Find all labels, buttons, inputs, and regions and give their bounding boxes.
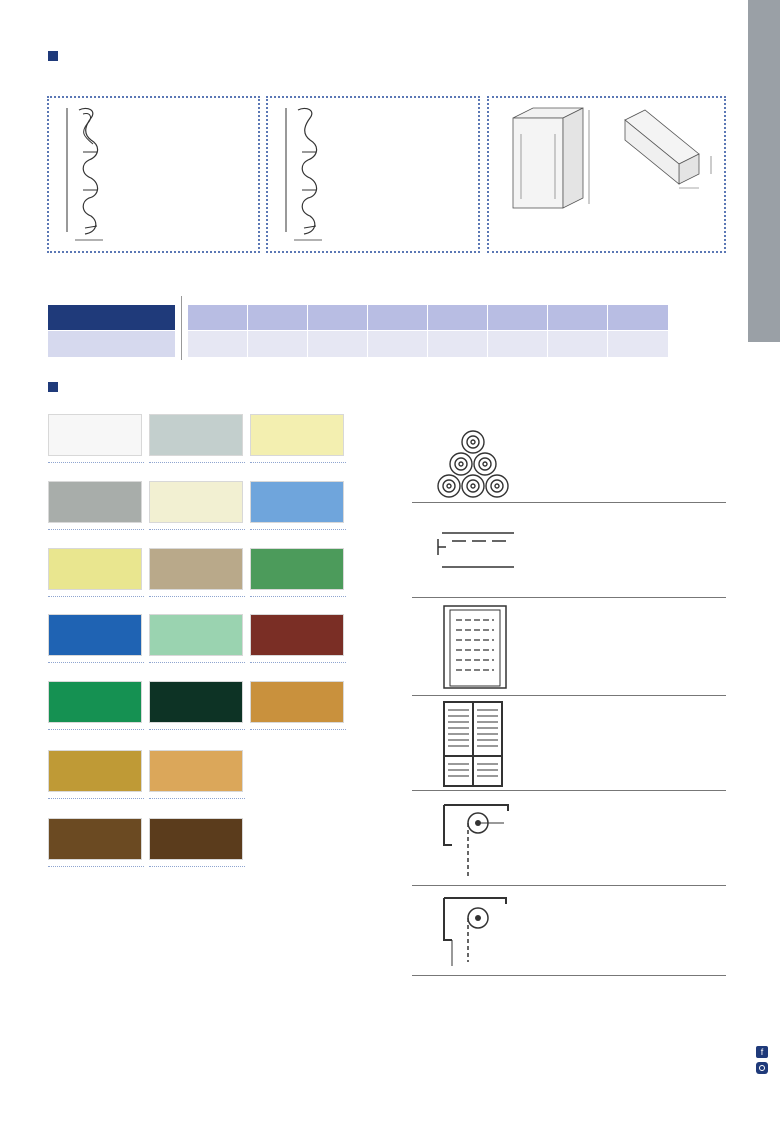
- swatch-color: [250, 681, 344, 723]
- height-cell: [488, 305, 548, 330]
- color-swatch: [48, 750, 144, 799]
- rule-divider: [412, 885, 726, 886]
- height-cell: [608, 305, 668, 330]
- side-contact: [754, 760, 776, 1080]
- color-swatch: [250, 414, 346, 463]
- swatch-underline: [149, 659, 245, 663]
- swatch-underline: [250, 526, 346, 530]
- projecting-frame-icon: [442, 604, 508, 690]
- reinforcement-icon: [434, 527, 522, 577]
- profile-50p-drawing: [57, 104, 117, 249]
- swatch-underline: [48, 726, 144, 730]
- diameter-cell: [548, 331, 608, 357]
- colori-title: [48, 378, 66, 393]
- roller-distance-icon: [438, 797, 548, 881]
- color-swatch: [149, 481, 245, 530]
- rule-row: [420, 600, 726, 694]
- rule-row: [420, 793, 726, 885]
- swatch-underline: [149, 459, 245, 463]
- tav55m-drawing: [503, 104, 603, 214]
- product-card-accessories: [487, 96, 726, 253]
- swatch-underline: [149, 526, 245, 530]
- side-label: [744, 145, 780, 340]
- color-swatch: [250, 614, 346, 663]
- heights-row: [188, 305, 668, 330]
- swatch-underline: [250, 659, 346, 663]
- swatch-color: [149, 818, 243, 860]
- table-divider: [181, 296, 182, 360]
- rule-divider: [412, 502, 726, 503]
- swatch-color: [250, 548, 344, 590]
- product-card-tipo-50m: [266, 96, 480, 253]
- swatch-color: [48, 750, 142, 792]
- swatch-underline: [48, 459, 144, 463]
- swatch-color: [48, 818, 142, 860]
- swatch-color: [48, 614, 142, 656]
- diameter-cell: [188, 331, 248, 357]
- rule-divider: [412, 597, 726, 598]
- swatch-underline: [149, 593, 245, 597]
- profile-50m-drawing: [276, 104, 336, 249]
- color-swatch: [149, 750, 245, 799]
- swatch-color: [149, 481, 243, 523]
- swatch-underline: [48, 863, 144, 867]
- swatch-color: [48, 681, 142, 723]
- spacing-icon: [438, 890, 538, 974]
- rule-row: [420, 888, 726, 976]
- diameter-cell: [608, 331, 668, 357]
- swatch-color: [250, 614, 344, 656]
- swatch-color: [48, 548, 142, 590]
- height-cell: [548, 305, 608, 330]
- color-swatch: [48, 681, 144, 730]
- swatch-underline: [250, 459, 346, 463]
- swatch-color: [250, 414, 344, 456]
- double-glass-icon: [442, 700, 504, 788]
- swatch-color: [149, 614, 243, 656]
- profilo-row-label: [48, 331, 175, 357]
- swatch-underline: [149, 863, 245, 867]
- height-cell: [308, 305, 368, 330]
- color-swatch: [250, 481, 346, 530]
- color-swatch: [48, 818, 144, 867]
- rule-row: [420, 505, 726, 597]
- swatch-color: [149, 750, 243, 792]
- swatch-color: [149, 414, 243, 456]
- color-swatch: [149, 681, 245, 730]
- color-swatch: [149, 614, 245, 663]
- color-swatch: [250, 548, 346, 597]
- swatch-color: [149, 681, 243, 723]
- swatch-color: [48, 414, 142, 456]
- swatch-underline: [250, 593, 346, 597]
- facebook-icon[interactable]: f: [756, 1046, 768, 1058]
- diameter-cell: [248, 331, 308, 357]
- color-swatch: [250, 681, 346, 730]
- swatch-color: [250, 481, 344, 523]
- swatch-underline: [149, 726, 245, 730]
- swatch-underline: [48, 795, 144, 799]
- page-title: [48, 45, 66, 65]
- swatch-underline: [149, 795, 245, 799]
- color-swatch: [48, 481, 144, 530]
- color-swatch: [149, 548, 245, 597]
- rule-divider: [412, 975, 726, 976]
- colori-square-icon: [48, 382, 58, 392]
- swatch-underline: [250, 726, 346, 730]
- stacked-rolls-icon: [432, 428, 514, 500]
- diameter-cell: [308, 331, 368, 357]
- swatch-color: [48, 481, 142, 523]
- color-swatch: [48, 414, 144, 463]
- swatch-grid: [48, 414, 348, 944]
- diameters-row: [188, 331, 668, 357]
- instagram-icon[interactable]: [756, 1062, 768, 1074]
- height-cell: [248, 305, 308, 330]
- height-cell: [368, 305, 428, 330]
- diameter-cell: [368, 331, 428, 357]
- diameter-cell: [488, 331, 548, 357]
- color-swatch: [149, 414, 245, 463]
- color-swatch: [48, 614, 144, 663]
- rule-row: [420, 420, 726, 502]
- color-swatch: [48, 548, 144, 597]
- profilo-header: [48, 305, 175, 330]
- rule-divider: [412, 790, 726, 791]
- swatch-underline: [48, 593, 144, 597]
- rmz-drawing: [615, 104, 725, 194]
- height-cell: [188, 305, 248, 330]
- swatch-underline: [48, 659, 144, 663]
- rule-row: [420, 698, 726, 790]
- title-square-icon: [48, 51, 58, 61]
- swatch-color: [149, 548, 243, 590]
- height-cell: [428, 305, 488, 330]
- swatch-underline: [48, 526, 144, 530]
- product-card-tipo-50p: [47, 96, 260, 253]
- color-swatch: [149, 818, 245, 867]
- rule-divider: [412, 695, 726, 696]
- diameter-cell: [428, 331, 488, 357]
